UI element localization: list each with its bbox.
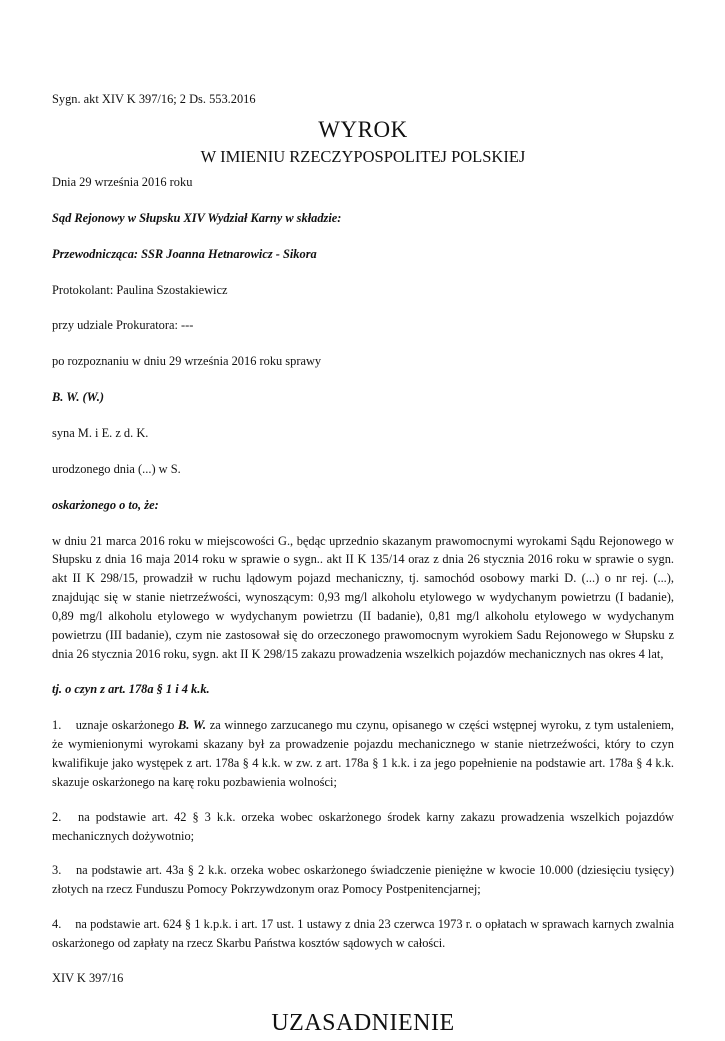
accused-heading: oskarżonego o to, że: bbox=[52, 497, 159, 512]
case-signature: Sygn. akt XIV K 397/16; 2 Ds. 553.2016 bbox=[52, 92, 256, 106]
crime-qualification: tj. o czyn z art. 178a § 1 i 4 k.k. bbox=[52, 682, 210, 697]
justification-heading: UZASADNIENIE bbox=[271, 1009, 455, 1036]
date-line: Dnia 29 września 2016 roku bbox=[52, 175, 193, 190]
document-body bbox=[52, 90, 674, 1041]
verdict-item-number: 3. bbox=[52, 863, 62, 878]
verdict-item-text: na podstawie art. 42 § 3 k.k. orzeka wobec oskarżonego środek karny zakazu prowadzenia wszelkich pojazdów mechanicznych dożywotnio; bbox=[52, 809, 674, 843]
verdict-item-text-end: za winnego zarzucanego mu czynu, opisanego w części wstępnej wyroku, z tym ustaleniem, że wymienionymi wyrokami skazany był za prowadzenie pojazdu mechanicznego w stanie nietrzeźwości, który to czyn kwalifikuje jako występek z art. 178a § 4 k.k. w zw. z art. 178a § 1 k.k. i za jego popełnienie na podstawie art. 178a § 4 k.k. skazuje oskarżonego na karę roku pozbawienia wolności; bbox=[52, 718, 674, 789]
defendant-parents: syna M. i E. z d. K. bbox=[52, 426, 149, 441]
verdict-item-3 bbox=[52, 861, 674, 899]
charge-paragraph: w dniu 21 marca 2016 roku w miejscowości G., będąc uprzednio skazanym prawomocnymi wyrokami Sądu Rejonowego w Słupsku z dnia 16 maja 2014 roku w sprawie o sygn.. akt II K 135/14 oraz z dnia 26 stycznia 2016 roku w sprawie o sygn. akt II K 298/15, prowadził w ruchu lądowym pojazd mechaniczny, tj. samochód osobowy marki D. (...) o nr rej. (...), znajdując się w stanie nietrzeźwości, wynoszącym: 0,93 mg/l alkoholu etylowego w wydychanym powietrzu (I badanie), 0,89 mg/l alkoholu etylowego w wydychanym powietrzu (II badanie), 0,81 mg/l alkoholu etylowego w wydychanym powietrzu (III badanie), czym nie zastosował się do orzeczonego prawomocnym wyrokiem Sadu Rejonowego w Słupsku z dnia 26 stycznia 2016 roku, sygn. akt II K 298/15 zakazu prowadzenia wszelkich pojazdów mechanicznych nas okres 4 lat, bbox=[52, 533, 674, 661]
verdict-item-defendant: B. W. bbox=[178, 718, 207, 733]
verdict-item-number: 2. bbox=[52, 809, 62, 824]
defendant-name: B. W. (W.) bbox=[52, 390, 104, 405]
prosecutor-line: przy udziale Prokuratora: --- bbox=[52, 318, 194, 333]
verdict-item-text: na podstawie art. 624 § 1 k.p.k. i art. 17 ust. 1 ustawy z dnia 23 czerwca 1973 r. o opłatach w sprawach karnych zwalnia oskarżonego od zapłaty na rzecz Skarbu Państwa kosztów sądowych w całości. bbox=[52, 917, 674, 950]
verdict-item-4 bbox=[52, 915, 674, 953]
defendant-birth: urodzonego dnia (...) w S. bbox=[52, 461, 181, 476]
clerk-line: Protokolant: Paulina Szostakiewicz bbox=[52, 282, 228, 297]
court-line: Sąd Rejonowy w Słupsku XIV Wydział Karny w składzie: bbox=[52, 210, 342, 225]
verdict-item-2 bbox=[52, 808, 674, 846]
document-title: WYROK bbox=[318, 116, 408, 142]
verdict-item-text: na podstawie art. 43a § 2 k.k. orzeka wobec oskarżonego świadczenie pieniężne w kwocie 10.000 (dziesięciu tysięcy) złotych na rzecz Funduszu Pomocy Pokrzywdzonym oraz Pomocy Postpenitencjarnej; bbox=[52, 863, 674, 897]
case-signature-bottom: XIV K 397/16 bbox=[52, 970, 124, 985]
verdict-item-number: 4. bbox=[52, 917, 62, 932]
verdict-item-1 bbox=[52, 716, 674, 791]
verdict-item-number: 1. bbox=[52, 718, 62, 733]
verdict-item-text-start: uznaje oskarżonego bbox=[75, 718, 179, 733]
document-subtitle: W IMIENIU RZECZYPOSPOLITEJ POLSKIEJ bbox=[200, 147, 526, 167]
hearing-line: po rozpoznaniu w dniu 29 września 2016 roku sprawy bbox=[52, 354, 322, 369]
presiding-judge-line: Przewodnicząca: SSR Joanna Hetnarowicz - Sikora bbox=[52, 246, 317, 261]
